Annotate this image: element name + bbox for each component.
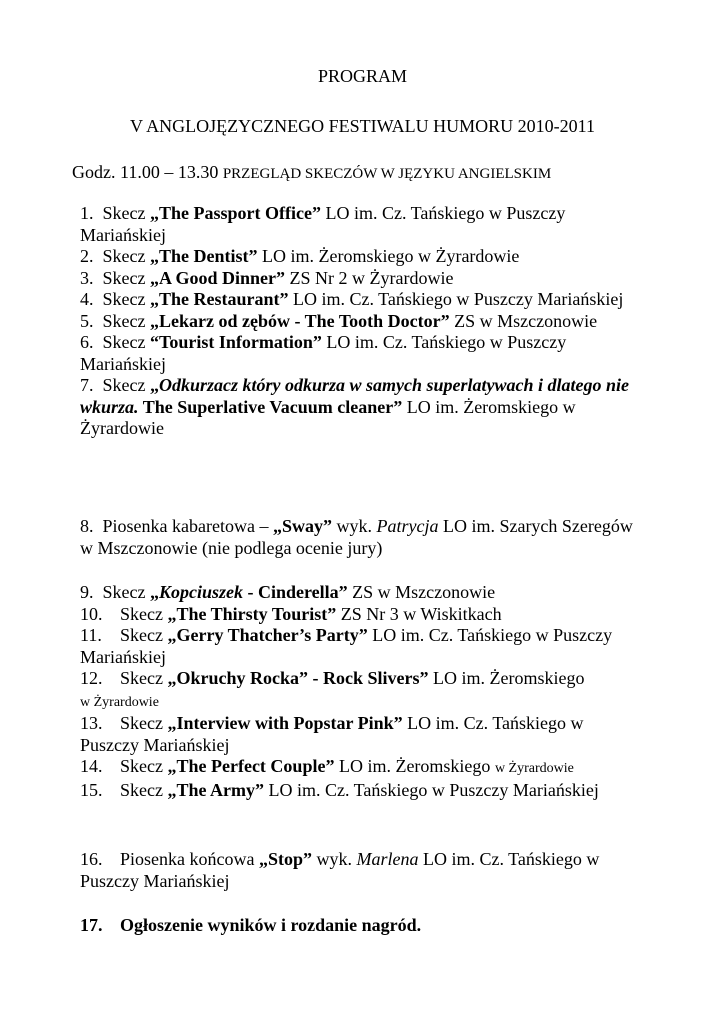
program-item-13: 13. Skecz „Interview with Popstar Pink” LO im. Cz. Tańskiego w Puszczy Mariańskiej xyxy=(80,713,584,755)
program-item-2: 2. Skecz „The Dentist” LO im. Żeromskiego w Żyrardowie xyxy=(80,246,520,266)
program-item-5: 5. Skecz „Lekarz od zębów - The Tooth Doctor” ZS w Mszczonowie xyxy=(80,310,598,331)
schedule-line xyxy=(72,162,551,183)
program-item-4: 4. Skecz „The Restaurant” LO im. Cz. Tańskiego w Puszczy Mariańskiej xyxy=(80,289,624,309)
program-list-part-1 xyxy=(80,203,640,440)
program-item-3: 3. Skecz „A Good Dinner” ZS Nr 2 w Żyrardowie xyxy=(80,267,454,288)
program-item-11: 11. Skecz „Gerry Thatcher’s Party” LO im. Cz. Tańskiego w Puszczy Mariańskiej xyxy=(80,625,613,667)
program-title: PROGRAM xyxy=(317,66,408,86)
program-item-9: 9. Skecz „Kopciuszek - Cinderella” ZS w Mszczonowie xyxy=(80,582,496,602)
program-item-10: 10. Skecz „The Thirsty Tourist” ZS Nr 3 w Wiskitkach xyxy=(80,603,502,624)
program-item-17: 17. Ogłoszenie wyników i rozdanie nagród. xyxy=(80,915,422,935)
festival-subtitle: V ANGLOJĘZYCZNEGO FESTIWALU HUMORU 2010-2011 xyxy=(130,116,595,136)
program-item-7: 7. Skecz „Odkurzacz który odkurza w samych superlatywach i dlatego nie wkurza. The Superlative Vacuum cleaner” LO im. Żeromskiego w Żyrardowie xyxy=(80,375,630,438)
program-item-8: 8. Piosenka kabaretowa – „Sway” wyk. Patrycja LO im. Szarych Szeregów w Mszczonowie (nie podlega ocenie jury) xyxy=(80,516,633,558)
schedule-description: PRZEGLĄD SKECZÓW W JĘZYKU ANGIELSKIM xyxy=(222,166,552,182)
program-list-part-2 xyxy=(80,516,640,559)
program-list-part-4 xyxy=(80,849,640,892)
program-item-12: 12. Skecz „Okruchy Rocka” - Rock Slivers” LO im. Żeromskiego w Żyrardowie xyxy=(80,668,585,710)
program-item-16: 16. Piosenka końcowa „Stop” wyk. Marlena LO im. Cz. Tańskiego w Puszczy Mariańskiej xyxy=(80,849,600,891)
schedule-time: Godz. 11.00 – 13.30 xyxy=(72,162,219,182)
program-list-part-3 xyxy=(80,582,640,801)
program-item-14: 14. Skecz „The Perfect Couple” LO im. Żeromskiego w Żyrardowie xyxy=(80,756,574,776)
program-item-6: 6. Skecz “Tourist Information” LO im. Cz. Tańskiego w Puszczy Mariańskiej xyxy=(80,332,567,374)
program-item-15: 15. Skecz „The Army” LO im. Cz. Tańskiego w Puszczy Mariańskiej xyxy=(80,779,599,800)
program-item-1: 1. Skecz „The Passport Office” LO im. Cz. Tańskiego w Puszczy Mariańskiej xyxy=(80,203,566,245)
